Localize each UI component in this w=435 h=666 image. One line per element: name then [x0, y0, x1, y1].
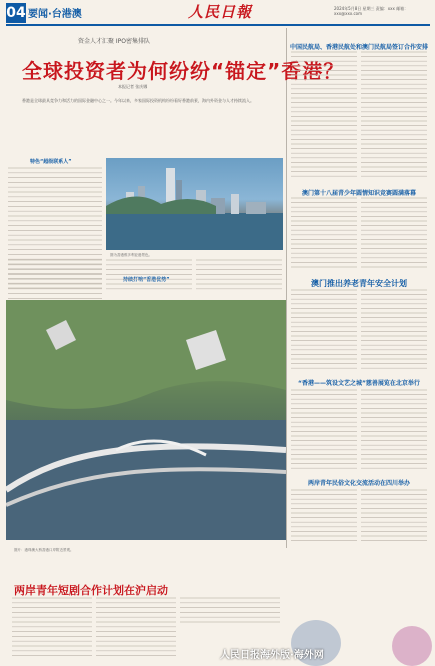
bottom-headline: 两岸青年短剧合作计划在沪启动	[14, 584, 168, 597]
page-number: 04	[6, 5, 26, 21]
right-headline-1: 中国民航局、香港民航处和澳门民航局签订合作安排	[289, 44, 428, 51]
right-headline-5: 两岸青年民俗文化交流活动在四川举办	[307, 480, 410, 487]
right-headline-2: 澳门第十八届青少年圆情知识竞赛圆满落幕	[301, 190, 416, 197]
newspaper-logo: 人民日報	[188, 3, 253, 21]
article-kicker: 资金人才汇聚 IPO密集排队	[78, 38, 151, 45]
header-info: 2024年5月8日 星期三 责编：xxx 邮箱：xxx@xxx.com	[334, 6, 409, 16]
bridge-caption: 图片：港珠澳大桥香港口岸附近景观。	[14, 548, 74, 552]
watermark: 人民日报海外版·海外网	[220, 650, 324, 661]
byline: 本报记者 张庆娜	[118, 84, 148, 89]
subhead-1: 特色“超级联系人”	[30, 159, 72, 165]
subhead-3: 持续打响“香港优势”	[123, 277, 170, 283]
right-headline-3: 澳门推出养老青年安全计划	[311, 279, 407, 288]
lead-paragraph: 香港是全球最具竞争力和活力的国际金融中心之一。今年以来，多家国际投资机构纷纷看好香港前景，海内外资金与人才持续流入。	[22, 98, 254, 103]
right-headline-4: “香港——筑设文艺之城”慈善展览在北京举行	[298, 380, 420, 387]
main-headline: 全球投资者为何纷纷“锚定”香港？	[22, 59, 345, 83]
section-title: 要闻·台港澳	[28, 9, 82, 20]
photo-caption: 图为香港维多利亚港景色。	[110, 253, 152, 257]
